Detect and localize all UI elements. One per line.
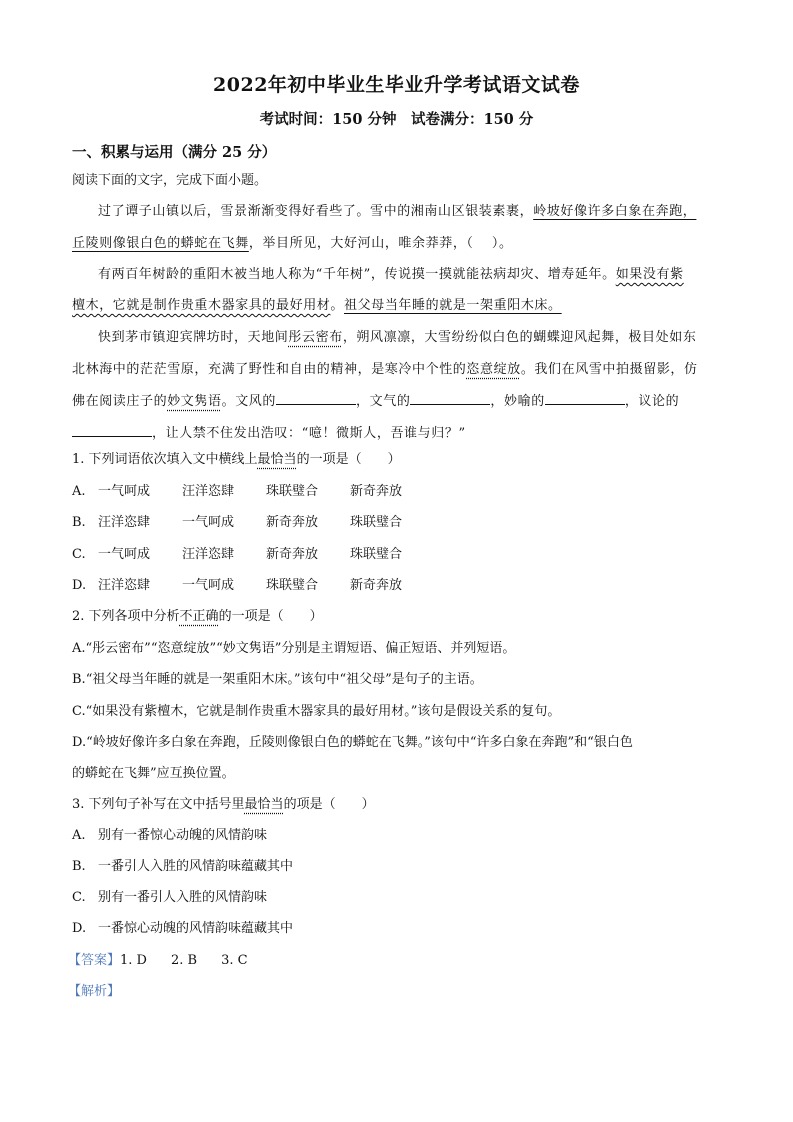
option-label: B. — [72, 672, 86, 687]
instruction: 阅读下面的文字，完成下面小题。 — [72, 173, 268, 188]
fill-blank-3[interactable] — [545, 392, 625, 405]
passage-p3-line4 — [72, 424, 466, 443]
option-word: 一气呵成 — [98, 547, 151, 562]
option-label: A. — [72, 484, 86, 499]
stem-text: 的项是（ ） — [283, 797, 375, 812]
question-2-option-d-cont — [72, 765, 235, 783]
passage-text: ，举目所见，大好河山，唯余莽莽，（ ）。 — [248, 236, 513, 251]
question-3-option-a[interactable] — [72, 827, 267, 845]
exam-info: 考试时间：150 分钟 试卷满分：150 分 — [259, 111, 534, 128]
passage-text: 有两百年树龄的重阳木被当地人称为“千年树”，传说摸一摸就能祛病却灾、增寿延年。 — [98, 267, 616, 282]
option-word: 珠联璧合 — [350, 547, 403, 562]
passage-text: 。文风的 — [221, 394, 277, 409]
option-text: 一番惊心动魄的风情韵味蕴藏其中 — [98, 921, 294, 936]
option-word: 一气呵成 — [182, 515, 235, 530]
option-word: 汪洋恣肆 — [98, 578, 151, 593]
option-word: 一气呵成 — [98, 484, 151, 499]
passage-text: 北林海中的茫茫雪原，充满了野性和自由的精神，是寒冷中个性的 — [72, 362, 467, 377]
option-word: 新奇奔放 — [266, 547, 319, 562]
option-text: “岭坡好像许多白象在奔跑，丘陵则像银白色的蟒蛇在飞舞。”该句中“许多白象在奔跑”和“银白色 — [86, 735, 633, 750]
fill-blank-4[interactable] — [72, 424, 152, 437]
option-word: 珠联璧合 — [266, 484, 319, 499]
stem-text: 2. 下列各项中分析 — [72, 609, 180, 624]
option-word: 珠联璧合 — [266, 578, 319, 593]
option-word: 汪洋恣肆 — [182, 484, 235, 499]
option-text: “如果没有紫檀木，它就是制作贵重木器家具的最好用材。”该句是假设关系的复句。 — [85, 704, 561, 719]
option-label: C. — [72, 547, 86, 562]
passage-text: 。 — [330, 298, 345, 313]
passage-text: 。我们在风雪中拍摄留影，仿 — [520, 362, 698, 377]
dotted-emphasis: 最恰当 — [244, 797, 284, 812]
answer-item: 2. B — [170, 953, 198, 968]
question-1-option-d[interactable] — [72, 577, 434, 595]
underlined-sentence: 岭坡好像许多白象在奔跑， — [533, 204, 697, 219]
option-label: D. — [72, 578, 87, 593]
passage-p3-line3 — [72, 392, 679, 411]
wavy-underlined-sentence: 檀木，它就是制作贵重木器家具的最好用材 — [72, 298, 331, 313]
option-text: 的蟒蛇在飞舞”应互换位置。 — [72, 766, 235, 781]
answer-item: 3. C — [221, 953, 248, 968]
answer-row — [68, 952, 272, 970]
underlined-sentence: 祖父母当年睡的就是一架重阳木床。 — [344, 298, 562, 313]
question-2-option-a[interactable] — [72, 640, 515, 658]
passage-text: 过了谭子山镇以后，雪景渐渐变得好看些了。雪中的湘南山区银装素裹， — [98, 204, 534, 219]
answer-item: 1. D — [120, 953, 147, 968]
option-text: “彤云密布”“恣意绽放”“妙文隽语”分别是主谓短语、偏正短语、并列短语。 — [85, 641, 516, 656]
question-2-option-d[interactable] — [72, 734, 633, 752]
passage-text: 佛在阅读庄子的 — [72, 394, 168, 409]
question-2-option-b[interactable] — [72, 671, 483, 689]
option-word: 汪洋恣肆 — [98, 515, 151, 530]
passage-text: ，朔风凛凛，大雪纷纷似白色的蝴蝶迎风起舞，极目处如东 — [342, 330, 697, 345]
passage-p2-line2 — [72, 297, 562, 315]
stem-text: 的一项是（ ） — [296, 452, 401, 467]
option-label: D. — [72, 735, 87, 750]
option-label: D. — [72, 921, 87, 936]
passage-text: 快到茅市镇迎宾牌坊时，天地间 — [98, 330, 289, 345]
fill-blank-1[interactable] — [276, 392, 356, 405]
passage-text: ，妙喻的 — [490, 394, 545, 409]
section-heading: 一、积累与运用（满分 25 分） — [72, 144, 277, 161]
dotted-emphasis: 最恰当 — [257, 452, 297, 467]
fill-blank-2[interactable] — [410, 392, 490, 405]
option-label: A. — [72, 641, 86, 656]
option-text: 别有一番惊心动魄的风情韵味 — [98, 828, 268, 843]
dotted-emphasis: 不正确 — [179, 609, 219, 624]
question-1-option-c[interactable] — [72, 546, 434, 564]
question-3-option-b[interactable] — [72, 858, 293, 876]
passage-text: ，文气的 — [356, 394, 411, 409]
option-word: 汪洋恣肆 — [182, 547, 235, 562]
stem-text: 的一项是（ ） — [218, 609, 323, 624]
question-1-stem — [72, 451, 401, 469]
option-label: C. — [72, 890, 86, 905]
question-3-option-c[interactable] — [72, 889, 267, 907]
question-3-stem — [72, 796, 375, 814]
analysis-label: 【解析】 — [68, 984, 121, 999]
passage-p1-line2 — [72, 235, 513, 253]
question-3-option-d[interactable] — [72, 920, 293, 938]
question-1-option-b[interactable] — [72, 514, 434, 532]
option-text: “祖父母当年睡的就是一架重阳木床。”该句中“祖父母”是句子的主语。 — [85, 672, 483, 687]
passage-p3-line1 — [98, 329, 696, 347]
question-2-stem — [72, 608, 323, 626]
option-label: B. — [72, 859, 86, 874]
option-text: 一番引人入胜的风情韵味蕴藏其中 — [98, 859, 294, 874]
option-word: 新奇奔放 — [266, 515, 319, 530]
option-word: 一气呵成 — [182, 578, 235, 593]
passage-text: ，让人禁不住发出浩叹：“噫！微斯人，吾谁与归？” — [152, 426, 466, 441]
option-label: A. — [72, 828, 86, 843]
dotted-emphasis: 恣意绽放 — [466, 362, 521, 377]
dotted-emphasis: 彤云密布 — [288, 330, 343, 345]
page-title: 2022年初中毕业生毕业升学考试语文试卷 — [213, 74, 580, 96]
passage-p1-line1 — [98, 203, 696, 221]
option-word: 新奇奔放 — [350, 578, 403, 593]
stem-text: 3. 下列句子补写在文中括号里 — [72, 797, 245, 812]
passage-text: ，议论的 — [624, 394, 680, 409]
question-1-option-a[interactable] — [72, 483, 434, 501]
option-word: 珠联璧合 — [350, 515, 403, 530]
underlined-sentence: 丘陵则像银白色的蟒蛇在飞舞 — [72, 236, 249, 251]
stem-text: 1. 下列词语依次填入文中横线上 — [72, 452, 258, 467]
passage-p2-line1 — [98, 266, 684, 284]
dotted-emphasis: 妙文隽语 — [167, 394, 222, 409]
option-label: C. — [72, 704, 86, 719]
question-2-option-c[interactable] — [72, 703, 560, 721]
wavy-underlined-sentence: 如果没有紫 — [615, 267, 684, 282]
passage-p3-line2 — [72, 361, 698, 379]
analysis-row — [68, 983, 120, 1001]
option-text: 别有一番引人入胜的风情韵味 — [98, 890, 268, 905]
answer-label: 【答案】 — [68, 953, 121, 968]
option-label: B. — [72, 515, 86, 530]
option-word: 新奇奔放 — [350, 484, 403, 499]
